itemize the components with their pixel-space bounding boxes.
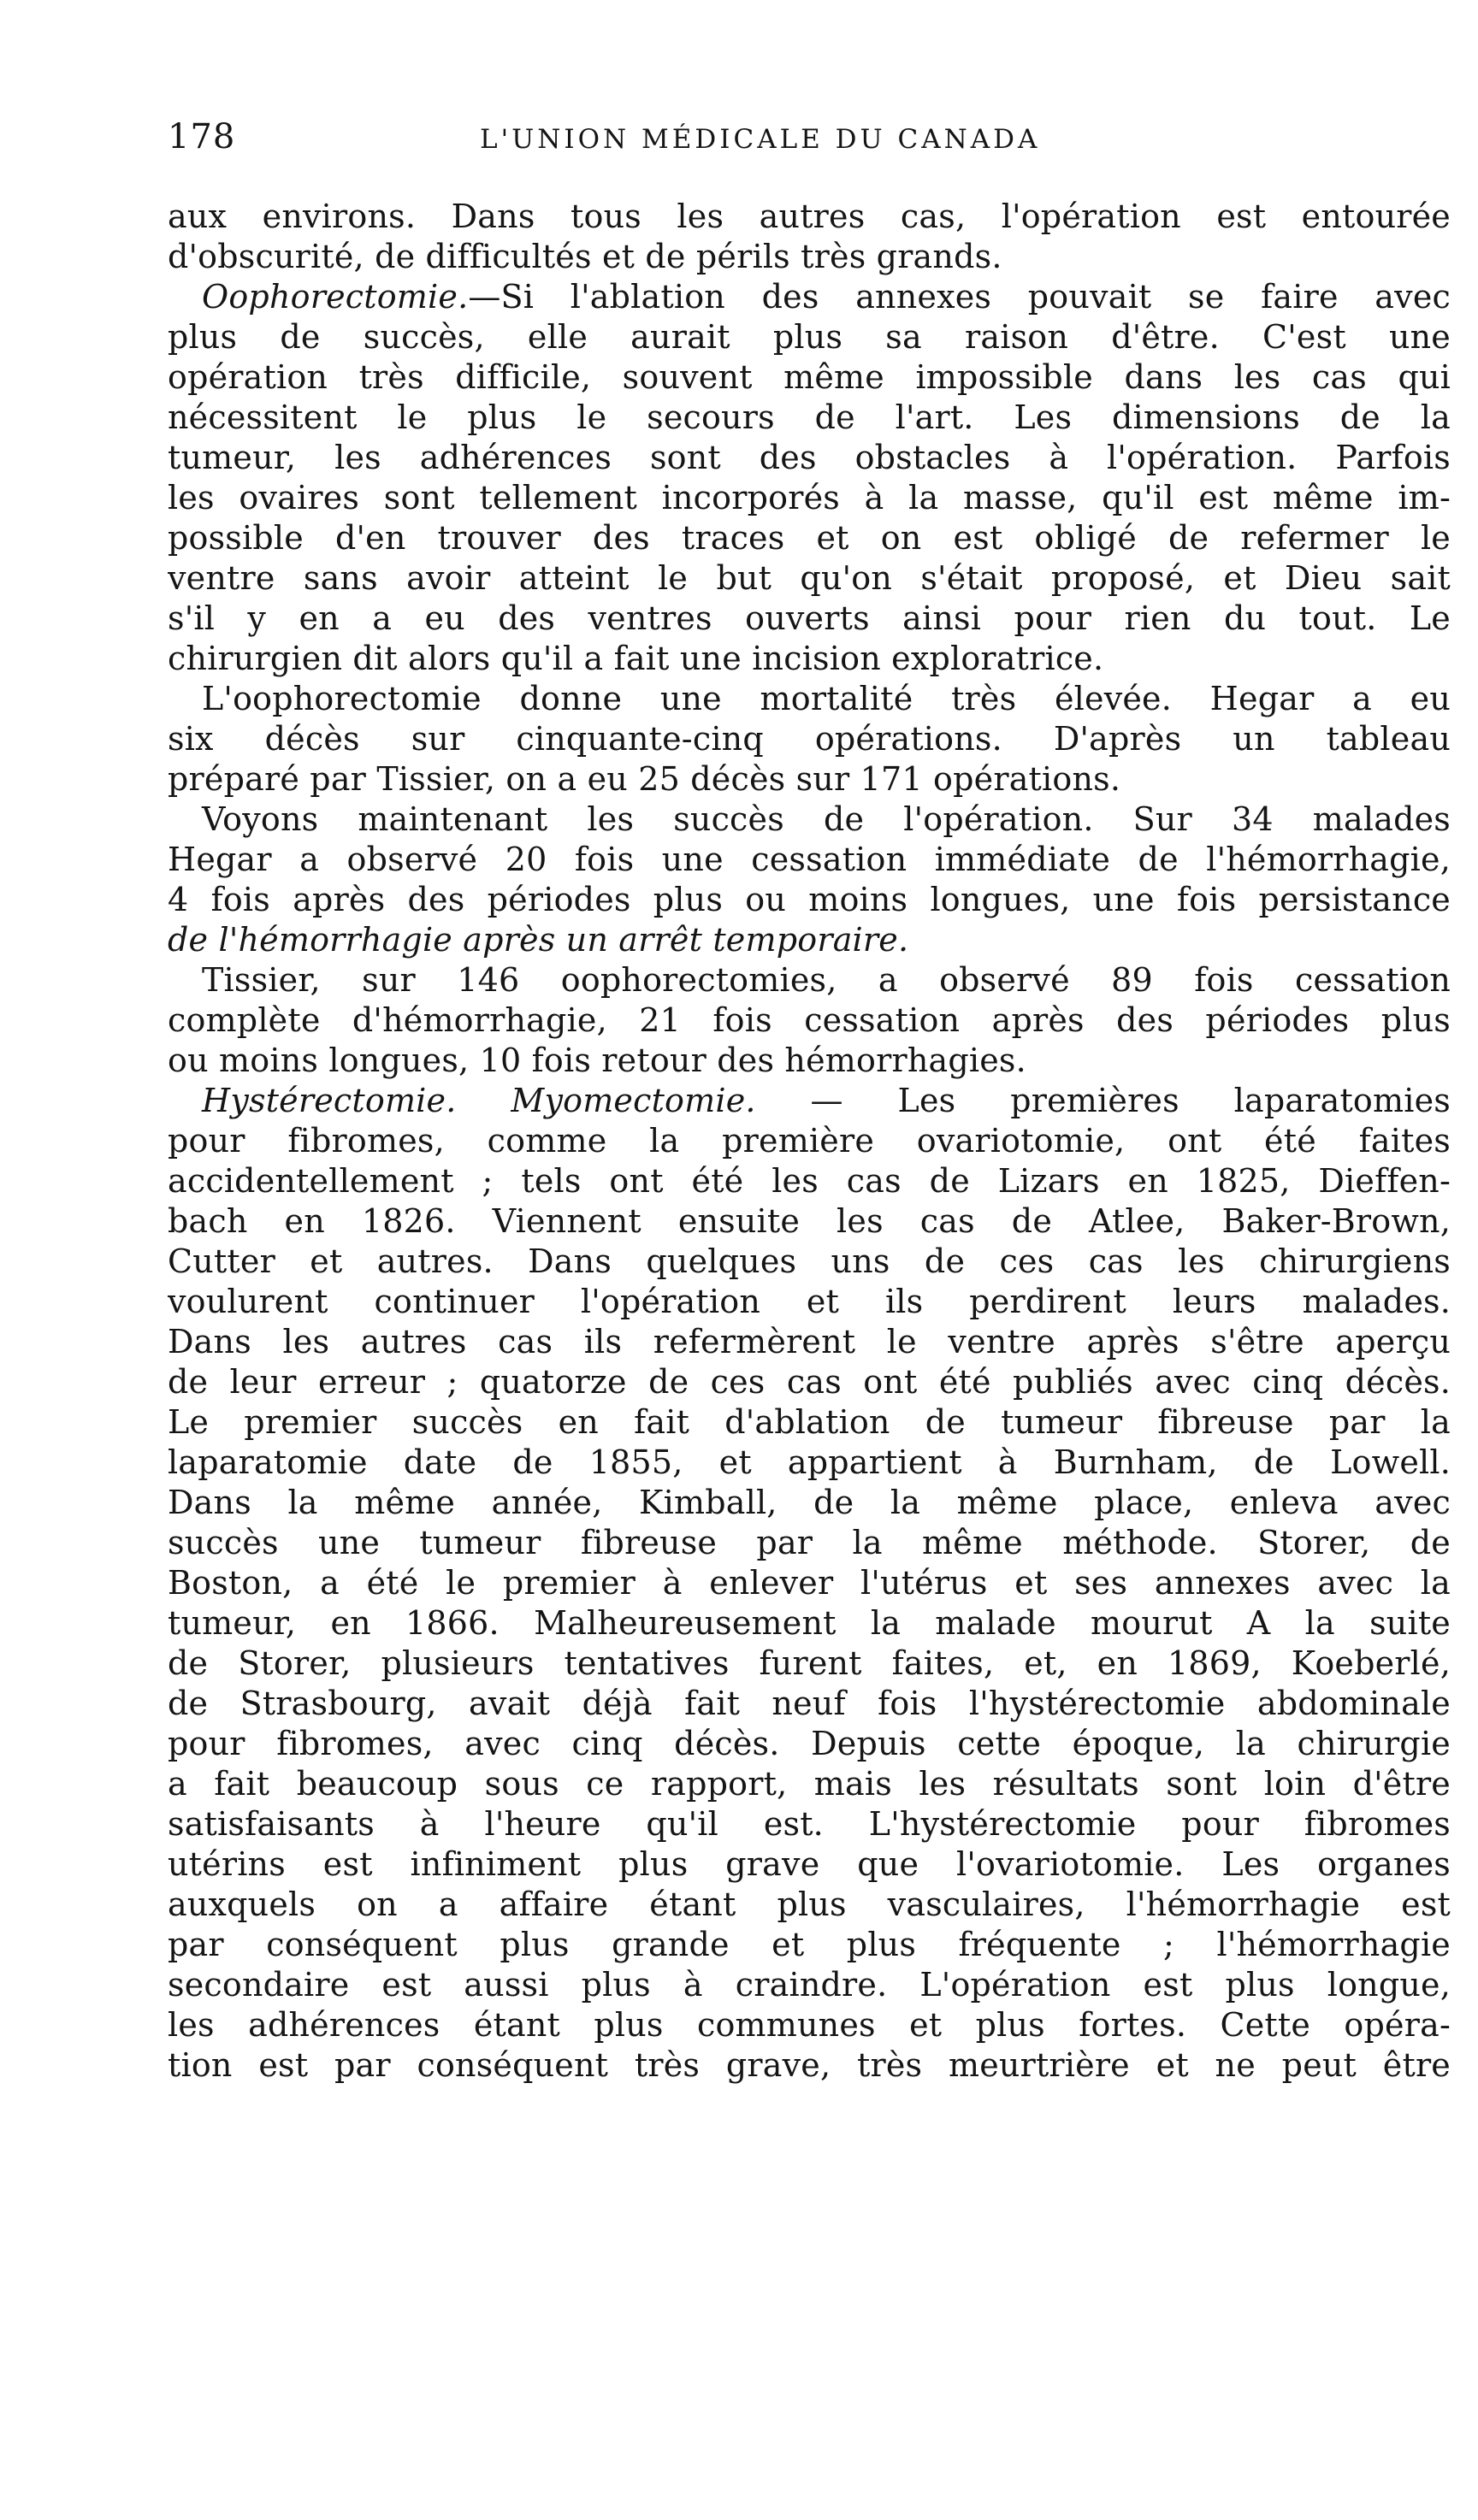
text-line: Hegar a observé 20 fois une cessation immédiate de l'hémorrhagie,	[168, 841, 1451, 878]
text-line: utérins est infiniment plus grave que l'ovariotomie. Les organes	[168, 1845, 1451, 1883]
text-line: laparatomie date de 1855, et appartient à Burnham, de Lowell.	[168, 1443, 1451, 1481]
text-line: auxquels on a affaire étant plus vasculaires, l'hémorrhagie est	[168, 1886, 1451, 1923]
text-line: bach en 1826. Viennent ensuite les cas de Atlee, Baker-Brown,	[168, 1202, 1451, 1240]
text-line: d'obscurité, de difficultés et de périls très grands.	[168, 238, 1002, 275]
text-line: ventre sans avoir atteint le but qu'on s'était proposé, et Dieu sait	[168, 559, 1451, 597]
text-line: secondaire est aussi plus à craindre. L'opération est plus longue,	[168, 1966, 1451, 2004]
text-line: ou moins longues, 10 fois retour des hémorrhagies.	[168, 1042, 1026, 1079]
text-line: L'oophorectomie donne une mortalité très élevée. Hegar a eu	[202, 680, 1451, 717]
text-line: pour fibromes, comme la première ovariotomie, ont été faites	[168, 1122, 1451, 1160]
text-line: tumeur, les adhérences sont des obstacles à l'opération. Parfois	[168, 439, 1451, 476]
text-line: préparé par Tissier, on a eu 25 décès sur 171 opérations.	[168, 760, 1121, 798]
text-line: plus de succès, elle aurait plus sa raison d'être. C'est une	[168, 318, 1451, 356]
text-line: chirurgien dit alors qu'il a fait une incision exploratrice.	[168, 640, 1104, 677]
text-line: les adhérences étant plus communes et plus fortes. Cette opéra-	[168, 2006, 1451, 2044]
text-line: par conséquent plus grande et plus fréquente ; l'hémorrhagie	[168, 1926, 1451, 1963]
text-line: Tissier, sur 146 oophorectomies, a observé 89 fois cessation	[202, 961, 1451, 999]
text-line: nécessitent le plus le secours de l'art. Les dimensions de la	[168, 398, 1451, 436]
text-line: opération très difficile, souvent même impossible dans les cas qui	[168, 358, 1451, 396]
text-line: les ovaires sont tellement incorporés à la masse, qu'il est même im-	[168, 479, 1451, 516]
text-line: Cutter et autres. Dans quelques uns de ces cas les chirurgiens	[168, 1242, 1451, 1280]
text-line: voulurent continuer l'opération et ils perdirent leurs malades.	[168, 1283, 1451, 1320]
text-line: satisfaisants à l'heure qu'il est. L'hystérectomie pour fibromes	[168, 1805, 1451, 1843]
text-line: Le premier succès en fait d'ablation de tumeur fibreuse par la	[168, 1403, 1451, 1441]
text-line: tumeur, en 1866. Malheureusement la malade mourut A la suite	[168, 1604, 1451, 1642]
text-line: succès une tumeur fibreuse par la même méthode. Storer, de	[168, 1524, 1451, 1561]
text-line	[168, 1081, 1451, 1121]
text-line: possible d'en trouver des traces et on est obligé de refermer le	[168, 519, 1451, 557]
section-heading-oophorectomie: Oophorectomie.	[202, 278, 469, 316]
text-line: complète d'hémorrhagie, 21 fois cessation après des périodes plus	[168, 1001, 1451, 1039]
text-line	[168, 277, 1451, 317]
journal-title: L'UNION MÉDICALE DU CANADA	[480, 124, 1041, 155]
body-text	[168, 197, 1451, 2086]
text-line: six décès sur cinquante-cinq opérations. D'après un tableau	[168, 720, 1451, 758]
running-head	[168, 111, 1451, 173]
text-line: aux environs. Dans tous les autres cas, l'opération est entourée	[168, 198, 1451, 235]
text-line: Dans la même année, Kimball, de la même place, enleva avec	[168, 1484, 1451, 1521]
text-line: accidentellement ; tels ont été les cas de Lizars en 1825, Dieffen-	[168, 1162, 1451, 1200]
text-line: de leur erreur ; quatorze de ces cas ont été publiés avec cinq décès.	[168, 1363, 1451, 1401]
text-line: Dans les autres cas ils refermèrent le ventre après s'être aperçu	[168, 1323, 1451, 1360]
text-line: 4 fois après des périodes plus ou moins longues, une fois persistance	[168, 881, 1451, 918]
text-line: Voyons maintenant les succès de l'opération. Sur 34 malades	[202, 800, 1451, 838]
text-line: de l'hémorrhagie après un arrêt temporaire.	[168, 921, 909, 959]
text-line: tion est par conséquent très grave, très meurtrière et ne peut être	[168, 2046, 1451, 2084]
text-line-rest: —Si l'ablation des annexes pouvait se faire avec	[468, 278, 1451, 316]
text-line: de Storer, plusieurs tentatives furent faites, et, en 1869, Koeberlé,	[168, 1644, 1451, 1682]
text-line: de Strasbourg, avait déjà fait neuf fois l'hystérectomie abdominale	[168, 1685, 1451, 1722]
page-number: 178	[168, 117, 236, 156]
text-line: s'il y en a eu des ventres ouverts ainsi pour rien du tout. Le	[168, 599, 1451, 637]
text-line: a fait beaucoup sous ce rapport, mais les résultats sont loin d'être	[168, 1765, 1451, 1803]
text-line: pour fibromes, avec cinq décès. Depuis cette époque, la chirurgie	[168, 1725, 1451, 1762]
text-line-rest: — Les premières laparatomies	[755, 1082, 1451, 1119]
section-heading-hysterectomie: Hystérectomie. Myomectomie.	[202, 1082, 756, 1119]
text-line: Boston, a été le premier à enlever l'utérus et ses annexes avec la	[168, 1564, 1451, 1602]
